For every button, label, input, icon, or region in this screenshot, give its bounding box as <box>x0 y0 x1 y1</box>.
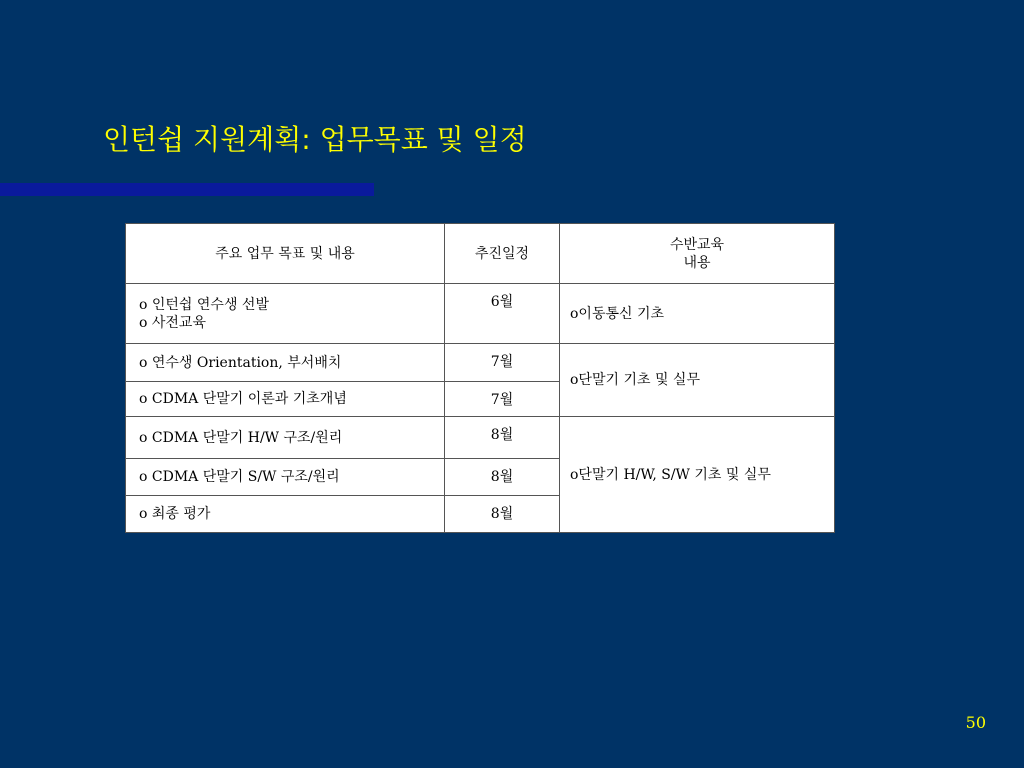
header-education-line2: 내용 <box>683 254 711 271</box>
header-education-line1: 수반교육 <box>669 236 725 253</box>
schedule-cell: 6월 <box>445 284 560 344</box>
schedule-cell: 7월 <box>445 344 560 382</box>
page-number: 50 <box>965 713 986 732</box>
header-education <box>560 224 835 284</box>
education-cell: o단말기 H/W, S/W 기초 및 실무 <box>560 417 835 533</box>
task-cell: o CDMA 단말기 H/W 구조/원리 <box>126 417 445 459</box>
schedule-cell: 8월 <box>445 417 560 459</box>
schedule-cell: 7월 <box>445 382 560 417</box>
task-cell <box>126 284 445 344</box>
task-cell: o 연수생 Orientation, 부서배치 <box>126 344 445 382</box>
task-text: o 인턴쉽 연수생 선발 <box>139 296 269 313</box>
header-task: 주요 업무 목표 및 내용 <box>126 224 445 284</box>
table-row <box>126 417 835 459</box>
task-cell: o CDMA 단말기 S/W 구조/원리 <box>126 459 445 496</box>
table-row <box>126 284 835 344</box>
education-cell: o단말기 기초 및 실무 <box>560 344 835 417</box>
schedule-table <box>125 223 835 533</box>
schedule-cell: 8월 <box>445 496 560 533</box>
task-cell: o CDMA 단말기 이론과 기초개념 <box>126 382 445 417</box>
task-cell: o 최종 평가 <box>126 496 445 533</box>
table-header-row <box>126 224 835 284</box>
education-cell: o이동통신 기초 <box>560 284 835 344</box>
title-underline-bar <box>0 183 374 196</box>
table-row <box>126 344 835 382</box>
slide-title: 인턴쉽 지원계획: 업무목표 및 일정 <box>103 123 527 156</box>
task-text: o 사전교육 <box>139 314 206 331</box>
header-schedule: 추진일정 <box>445 224 560 284</box>
schedule-cell: 8월 <box>445 459 560 496</box>
